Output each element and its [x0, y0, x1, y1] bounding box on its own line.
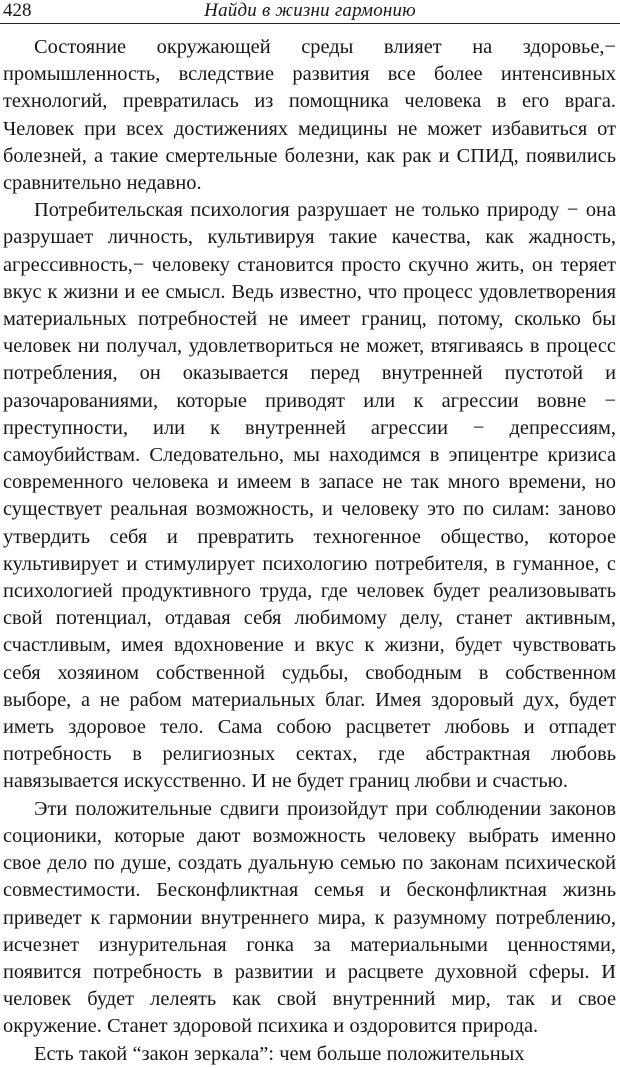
paragraph: Потребительская психология разрушает не только природу − она разрушает личность, культивируя такие качества, как жадность, агрессивность,− человеку становится просто скучно жить, он теряет вкус к жизни и ее смысл. Ведь известно, что процесс удовлетворения материальных потребностей не имеет границ, потому, сколько бы человек ни получал, удовлетвориться не может, втягиваясь в процесс потребления, он оказывается перед внутренней пустотой и разочарованиями, которые приводят или к агрессии вовне − преступности, или к внутренней агрессии − депрессиям, самоубийствам. Следовательно, мы находимся в эпицентре кризиса современного человека и имеем в запасе не так много времени, но существует реальная возможность, и человеку это по силам: заново утвердить себя и превратить техногенное общество, которое культивирует и стимулирует психологию потребителя, в гуманное, с психологией продуктивного труда, где человек будет реализовывать свой потенциал, отдавая себя любимому делу, станет активным, счастливым, имея вдохновение и вкус к жизни, будет чувствовать себя хозяином собственной судьбы, свободным в собственном выборе, а не рабом материальных благ. Имея здоровый дух, будет иметь здоровое тело. Сама собою расцветет любовь и отпадет потребность в религиозных сектах, где абстрактная любовь навязывается искусственно. И не будет границ любви и счастью. [3, 199, 616, 793]
running-head [0, 0, 620, 22]
page-number: 428 [3, 0, 32, 21]
header-rule [0, 23, 620, 24]
paragraph: Эти положительные сдвиги произойдут при соблюдении законов соционики, которые дают возможность человеку выбрать именно свое дело по душе, создать дуальную семью по законам психической совместимости. Бесконфликтная семья и бесконфликтная жизнь приведет к гармонии внутреннего мира, к разумному потреблению, исчезнет изнурительная гонка за материальными ценностями, появится потребность в развитии и расцвете духовной сферы. И человек будет лелеять как свой внутренний мир, так и свое окружение. Станет здоровой психика и оздоровится природа. [3, 797, 616, 1038]
body-text [3, 34, 616, 1068]
running-title: Найди в жизни гармонию [204, 0, 416, 21]
paragraph: Состояние окружающей среды влияет на здоровье,− промышленность, вследствие развития все более интенсивных технологий, превратилась из помощника человека в его врага. Человек при всех достижениях медицины не может избавиться от болезней, а такие смертельные болезни, как рак и СПИД, появились сравнительно недавно. [3, 36, 616, 195]
paragraph: Есть такой “закон зеркала”: чем больше положительных [34, 1042, 525, 1065]
